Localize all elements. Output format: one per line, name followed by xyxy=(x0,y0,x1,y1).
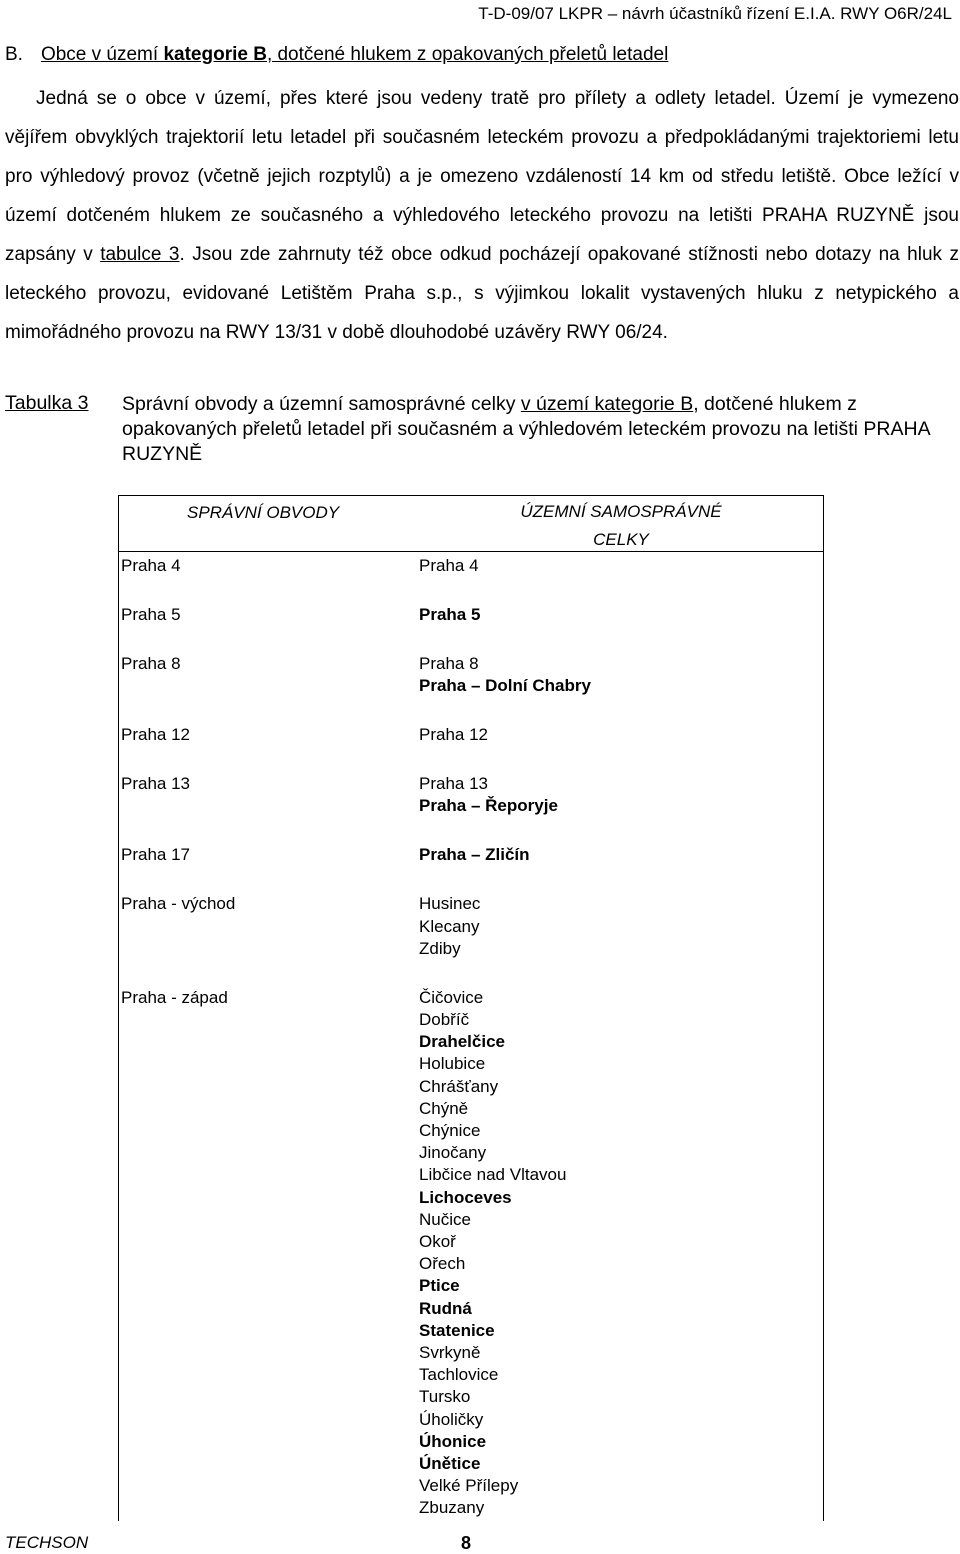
territorial-unit-name: Lichoceves xyxy=(419,1187,512,1207)
district-name: Praha 5 xyxy=(121,605,181,624)
district-name: Praha 4 xyxy=(121,556,181,575)
paragraph-text-1: Jedná se o obce v území, přes které jsou vedeny tratě pro přílety a odlety letadel. Území je vymezeno vějířem obvyklých trajektorií letu letadel při současném leteckém provozu a předpokládanými trajektoriemi letu pro výhledový provoz (včetně jejich rozptylů) a je omezeno vzdáleností 14 km od středu letiště. Obce ležící v území dotčeném hlukem ze současného a výhledového leteckého provozu na letišti PRAHA RUZYNĚ jsou zapsány v xyxy=(5,88,959,265)
territorial-unit-name: Zdiby xyxy=(419,938,461,958)
caption-underlined: v území kategorie B xyxy=(520,393,694,415)
territorial-unit-name: Chrášťany xyxy=(419,1076,499,1096)
column-header-districts: SPRÁVNÍ OBVODY xyxy=(187,503,340,522)
section-heading xyxy=(5,44,668,66)
section-title-bold: kategorie B xyxy=(163,44,267,65)
territorial-unit-name: Ptice xyxy=(419,1276,460,1296)
section-letter: B. xyxy=(5,44,23,65)
territorial-unit-name: Praha 4 xyxy=(419,556,479,575)
territorial-unit-name: Libčice nad Vltavou xyxy=(419,1165,567,1185)
table-top-border xyxy=(118,495,824,496)
territorial-unit-name: Praha 5 xyxy=(419,605,481,624)
district-name: Praha 13 xyxy=(121,774,190,794)
territorial-unit-name: Okoř xyxy=(419,1232,456,1251)
territorial-unit-name: Statenice xyxy=(419,1320,495,1340)
territorial-unit-name: Praha – Dolní Chabry xyxy=(419,676,591,696)
district-name: Praha 8 xyxy=(121,654,181,673)
territorial-unit-name: Tachlovice xyxy=(419,1365,499,1385)
paragraph-text-2: . Jsou zde zahrnuty též obce odkud pocházejí opakované stížnosti nebo dotazy na hluk z leteckého provozu, evidované Letištěm Praha s.p., s výjimkou lokalit vystavených hluku z netypického a mimořádného provozu na RWY 13/31 v době dlouhodobé uzávěry RWY 06/24. xyxy=(5,244,959,343)
footer-company: TECHSON xyxy=(5,1533,89,1552)
section-title-part2: , dotčené hlukem z opakovaných přeletů letadel xyxy=(266,44,669,65)
body-paragraph xyxy=(5,79,959,352)
territorial-unit-name: Zbuzany xyxy=(419,1498,485,1518)
district-name: Praha - východ xyxy=(121,894,236,914)
territorial-unit-name: Rudná xyxy=(419,1298,472,1318)
territorial-unit-name: Chýnice xyxy=(419,1121,481,1140)
territorial-unit-name: Praha 13 xyxy=(419,774,488,794)
table-reference-link[interactable]: tabulce 3 xyxy=(100,244,180,265)
table-left-border xyxy=(118,495,119,1521)
territorial-unit-name: Praha – Zličín xyxy=(419,845,530,865)
territorial-unit-name: Únětice xyxy=(419,1454,481,1473)
territorial-unit-name: Klecany xyxy=(419,916,480,936)
territorial-unit-name: Holubice xyxy=(419,1054,486,1074)
territorial-unit-name: Drahelčice xyxy=(419,1032,505,1052)
caption-text-1: Správní obvody a územní samosprávné celky xyxy=(122,393,521,415)
table-caption-label: Tabulka 3 xyxy=(5,392,89,414)
caption-text-2: , dotčené hlukem z opakovaných přeletů letadel při současném a výhledovém leteckém provozu na letišti PRAHA RUZYNĚ xyxy=(122,393,930,465)
territorial-unit-name: Úhonice xyxy=(419,1431,487,1451)
territorial-unit-name: Nučice xyxy=(419,1209,471,1229)
district-name: Praha 12 xyxy=(121,725,190,745)
territorial-unit-name: Husinec xyxy=(419,894,481,914)
territorial-unit-name: Dobříč xyxy=(419,1010,470,1029)
section-title xyxy=(41,44,668,65)
territorial-unit-name: Ořech xyxy=(419,1254,466,1274)
territorial-unit-name: Čičovice xyxy=(419,987,484,1007)
territorial-unit-name: Úholičky xyxy=(419,1409,484,1429)
district-name: Praha 17 xyxy=(121,845,190,865)
column-header-units-line1: ÚZEMNÍ SAMOSPRÁVNÉ xyxy=(520,502,722,521)
column-header-units-line2: CELKY xyxy=(593,530,649,549)
territorial-unit-name: Jinočany xyxy=(419,1143,487,1163)
table-right-border xyxy=(823,495,824,1521)
territorial-unit-name: Tursko xyxy=(419,1387,471,1407)
territorial-unit-name: Praha – Řeporyje xyxy=(419,796,558,816)
page-number: 8 xyxy=(461,1533,472,1553)
column-header-units xyxy=(501,498,741,554)
territorial-unit-name: Velké Přílepy xyxy=(419,1476,519,1496)
section-title-part1: Obce v území xyxy=(40,44,164,65)
district-name: Praha - západ xyxy=(121,987,228,1007)
territorial-unit-name: Praha 12 xyxy=(419,725,488,745)
territorial-unit-name: Praha 8 xyxy=(419,654,479,673)
territorial-unit-name: Chýně xyxy=(419,1098,469,1118)
table-caption xyxy=(122,392,958,467)
document-code: T-D-09/07 LKPR – návrh účastníků řízení E.I.A. RWY O6R/24L xyxy=(478,4,952,23)
territorial-unit-name: Svrkyně xyxy=(419,1343,481,1362)
